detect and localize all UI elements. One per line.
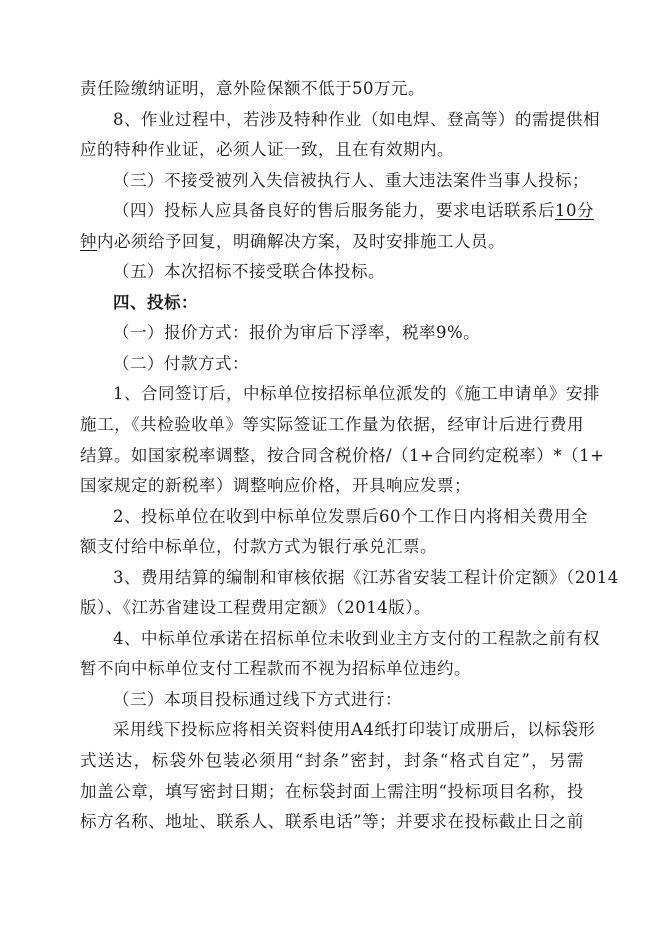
line-text: （四）投标人应具备良好的售后服务能力，要求电话联系后	[113, 201, 555, 221]
paragraph-line	[80, 715, 596, 746]
paragraph-line	[80, 318, 584, 349]
line-text: 应的特种作业证，必须人证一致，且在有效期内。	[80, 140, 454, 160]
line-text: 结算。如国家税率调整，按合同含税价格/（1+合同约定税率）*（1+	[80, 445, 605, 465]
underlined-text: 钟	[80, 231, 97, 251]
underlined-text: 10分	[555, 201, 594, 221]
paragraph-line	[80, 74, 584, 105]
line-text: （五）本次招标不接受联合体投标。	[113, 262, 385, 282]
paragraph-line	[80, 105, 600, 136]
paragraph-line	[80, 777, 584, 808]
document-page	[80, 74, 619, 838]
line-text: 内必须给予回复，明确解决方案，及时安排施工人员。	[97, 231, 505, 251]
paragraph-line	[80, 532, 584, 563]
line-text: 版）、《江苏省建设工程费用定额》（2014版）。	[80, 598, 431, 618]
paragraph-line	[80, 746, 584, 777]
line-text: 式送达，标袋外包装必须用“封条”密封，封条“格式自定”，另需	[80, 751, 584, 771]
paragraph-line	[80, 593, 584, 624]
line-text: 国家规定的新税率）调整响应价格，开具响应发票；	[80, 476, 471, 496]
paragraph-line	[80, 624, 600, 655]
line-text: 1、合同签订后，中标单位按招标单位派发的《施工申请单》安排	[113, 384, 600, 404]
paragraph-line	[80, 502, 588, 533]
paragraph-line	[80, 227, 584, 258]
paragraph-line	[80, 563, 619, 594]
line-text: 额支付给中标单位，付款方式为银行承兑汇票。	[80, 537, 437, 557]
line-text: 4、中标单位承诺在招标单位未收到业主方支付的工程款之前有权	[113, 628, 600, 648]
paragraph-line	[80, 685, 584, 716]
paragraph-line	[80, 410, 584, 441]
line-text: 标方名称、地址、联系人、联系电话”等；并要求在投标截止日之前	[80, 812, 584, 832]
paragraph-line	[80, 471, 584, 502]
line-text: （一）报价方式：报价为审后下浮率，税率9%。	[113, 323, 481, 343]
paragraph-line	[80, 441, 605, 472]
paragraph-line	[80, 349, 584, 380]
line-text: 四、投标：	[113, 292, 198, 312]
section-heading	[80, 288, 584, 319]
line-text: （三）本项目投标通过线下方式进行：	[113, 689, 402, 709]
paragraph-line	[80, 135, 584, 166]
paragraph-line	[80, 654, 584, 685]
line-text: （三）不接受被列入失信被执行人、重大违法案件当事人投标；	[113, 170, 589, 190]
line-text: 2、投标单位在收到中标单位发票后60个工作日内将相关费用全	[113, 506, 588, 526]
line-text: 加盖公章，填写密封日期；在标袋封面上需注明“投标项目名称，投	[80, 781, 584, 801]
line-text: 责任险缴纳证明，意外险保额不低于50万元。	[80, 79, 425, 98]
line-text: 3、费用结算的编制和审核依据《江苏省安装工程计价定额》（2014	[113, 567, 619, 587]
line-text: 采用线下投标应将相关资料使用A4纸打印装订成册后，以标袋形	[113, 720, 596, 740]
paragraph-line	[80, 196, 594, 227]
line-text: 暂不向中标单位支付工程款而不视为招标单位违约。	[80, 659, 471, 679]
line-text: 8、作业过程中，若涉及特种作业（如电焊、登高等）的需提供相	[113, 109, 600, 129]
line-text: （二）付款方式：	[113, 353, 249, 373]
paragraph-line	[80, 166, 589, 197]
line-text: 施工，《共检验收单》等实际签证工作量为依据，经审计后进行费用	[80, 415, 584, 435]
paragraph-line	[80, 807, 584, 838]
paragraph-line	[80, 379, 600, 410]
paragraph-line	[80, 257, 584, 288]
